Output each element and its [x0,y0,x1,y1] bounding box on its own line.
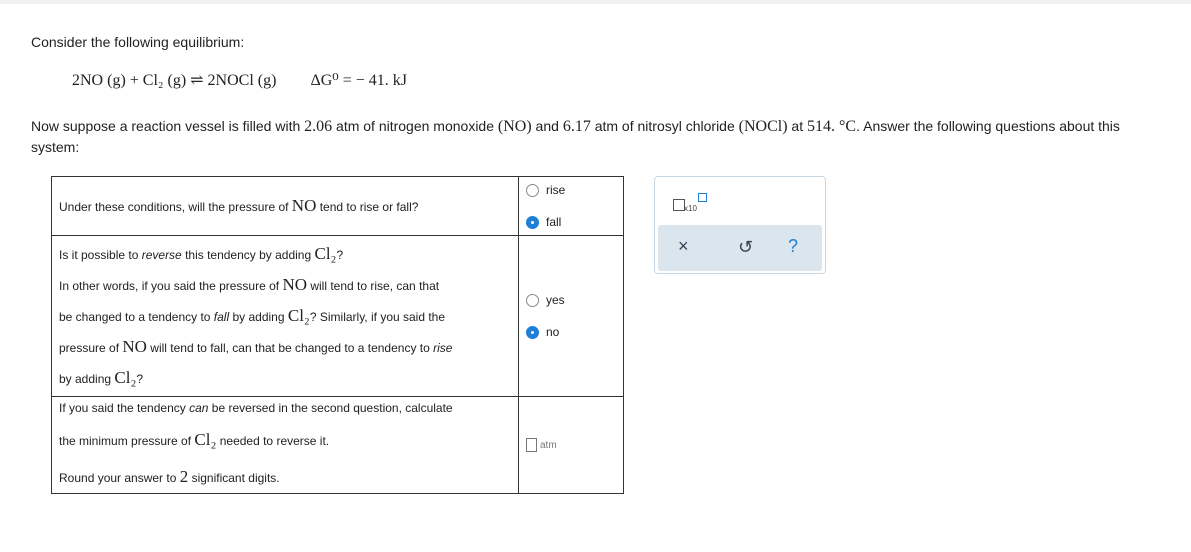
problem-paragraph: Now suppose a reaction vessel is filled with 2.06 atm of nitrogen monoxide (NO) and 6.17 atm of nitrosyl chloride (NOCl) at 514. °C. Answer the following questions about this system: [31,118,1120,155]
scientific-notation-button[interactable] [673,193,713,215]
reaction: 2NO (g) + Cl₂ (g) ⇌ 2NOCl (g) [72,72,277,89]
radio-yes[interactable] [526,294,539,307]
question-table [51,176,624,494]
question-3-text: If you said the tendency can be reversed in the second question, calculate the minimum pressure of Cl₂ needed to reverse it. Round your answer to 2 significant digits. [52,397,519,494]
question-row-2 [52,236,624,397]
radio-fall-selected[interactable] [526,216,539,229]
question-row-3 [52,397,624,494]
question-1-answers [519,177,624,236]
question-2-text: Is it possible to reverse this tendency by adding Cl₂? In other words, if you said the pressure of NO will tend to rise, can that be changed to a tendency to fall by adding Cl₂? Similarly, if you said the pressure of NO will tend to fall, can that be changed to a tendency to rise by adding Cl₂? [52,236,519,397]
option-yes[interactable]: yes [526,290,623,310]
delta-g: ΔG⁰ = − 41. kJ [310,72,407,89]
option-fall[interactable]: fall [526,212,623,232]
undo-icon[interactable]: ↺ [738,237,754,257]
help-icon[interactable]: ? [788,236,799,256]
top-bar [0,0,1191,4]
question-1-text: Under these conditions, will the pressure of NO tend to rise or fall? [52,177,519,236]
pressure-input[interactable] [526,438,537,452]
pressure-answer-field[interactable] [526,438,623,452]
option-no[interactable]: no [526,322,623,342]
equilibrium-equation [72,70,407,90]
radio-rise[interactable] [526,184,539,197]
pressure-no: 2.06 [304,118,333,135]
x10-label: x10 [684,204,697,213]
close-icon[interactable]: × [678,236,689,256]
exponent-box-icon [698,193,707,202]
question-2-answers [519,236,624,397]
question-3-answer [519,397,624,494]
radio-no-selected[interactable] [526,326,539,339]
answer-tools-panel [654,176,826,274]
tools-toolbar [658,225,822,271]
option-rise[interactable]: rise [526,180,623,200]
temperature: 514. °C [807,118,857,135]
pressure-nocl: 6.17 [562,118,591,135]
question-row-1 [52,177,624,236]
intro-text: Consider the following equilibrium: [31,34,245,50]
unit-label: atm [540,439,557,451]
